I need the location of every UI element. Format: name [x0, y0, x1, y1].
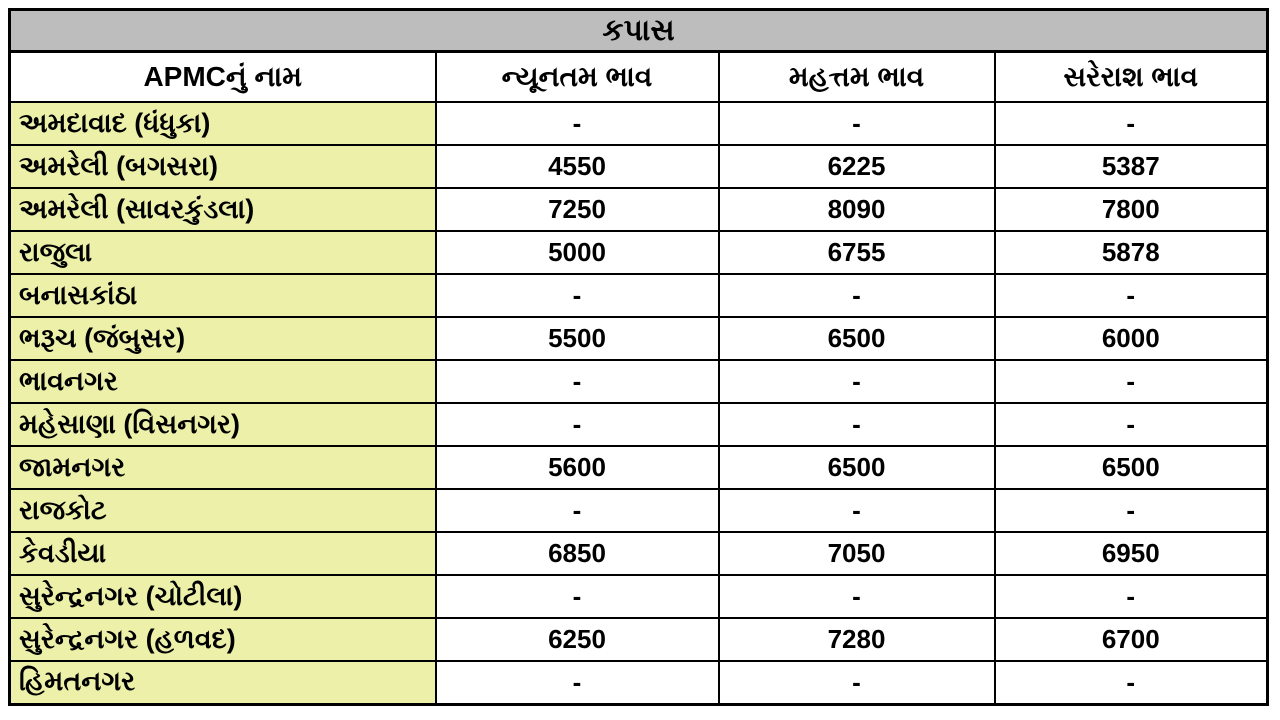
min-price-cell: - [436, 274, 719, 317]
apmc-name-cell: જામનગર [10, 446, 436, 489]
max-price-cell: - [719, 274, 995, 317]
min-price-cell: - [436, 360, 719, 403]
table-row [10, 618, 1268, 661]
max-price-cell: 6225 [719, 145, 995, 188]
min-price-cell: 6850 [436, 532, 719, 575]
min-price-cell: 5500 [436, 317, 719, 360]
avg-price-cell: 6700 [995, 618, 1268, 661]
table-row [10, 360, 1268, 403]
min-price-cell: - [436, 661, 719, 704]
table-row [10, 575, 1268, 618]
avg-price-cell: 6950 [995, 532, 1268, 575]
apmc-name-cell: અમરેલી (બગસરા) [10, 145, 436, 188]
apmc-name-cell: રાજુલા [10, 231, 436, 274]
apmc-name-cell: મહેસાણા (વિસનગર) [10, 403, 436, 446]
max-price-cell: 6755 [719, 231, 995, 274]
column-header-apmc-name: APMCનું નામ [10, 52, 436, 103]
apmc-name-cell: કેવડીયા [10, 532, 436, 575]
max-price-cell: - [719, 360, 995, 403]
avg-price-cell: - [995, 661, 1268, 704]
apmc-price-table [8, 8, 1269, 706]
apmc-name-cell: ભરૂચ (જંબુસર) [10, 317, 436, 360]
table-row [10, 145, 1268, 188]
table-row [10, 102, 1268, 145]
max-price-cell: - [719, 661, 995, 704]
apmc-name-cell: બનાસકાંઠા [10, 274, 436, 317]
max-price-cell: 6500 [719, 317, 995, 360]
min-price-cell: - [436, 102, 719, 145]
min-price-cell: 4550 [436, 145, 719, 188]
apmc-name-cell: હિમતનગર [10, 661, 436, 704]
avg-price-cell: - [995, 575, 1268, 618]
table-row [10, 317, 1268, 360]
apmc-name-cell: અમરેલી (સાવરકુંડલા) [10, 188, 436, 231]
avg-price-cell: 5387 [995, 145, 1268, 188]
max-price-cell: - [719, 489, 995, 532]
table-row [10, 446, 1268, 489]
min-price-cell: - [436, 403, 719, 446]
avg-price-cell: 7800 [995, 188, 1268, 231]
table-row [10, 489, 1268, 532]
apmc-name-cell: સુરેન્દ્રનગર (હળવદ) [10, 618, 436, 661]
table-row [10, 274, 1268, 317]
min-price-cell: 7250 [436, 188, 719, 231]
column-header-max-price: મહત્તમ ભાવ [719, 52, 995, 103]
max-price-cell: 7050 [719, 532, 995, 575]
table-row [10, 403, 1268, 446]
table-body [10, 102, 1268, 704]
column-header-avg-price: સરેરાશ ભાવ [995, 52, 1268, 103]
avg-price-cell: 6000 [995, 317, 1268, 360]
max-price-cell: 7280 [719, 618, 995, 661]
apmc-name-cell: રાજકોટ [10, 489, 436, 532]
avg-price-cell: 5878 [995, 231, 1268, 274]
max-price-cell: - [719, 575, 995, 618]
avg-price-cell: - [995, 489, 1268, 532]
max-price-cell: 8090 [719, 188, 995, 231]
min-price-cell: - [436, 489, 719, 532]
max-price-cell: - [719, 403, 995, 446]
avg-price-cell: - [995, 274, 1268, 317]
min-price-cell: 5000 [436, 231, 719, 274]
max-price-cell: 6500 [719, 446, 995, 489]
table-row [10, 532, 1268, 575]
max-price-cell: - [719, 102, 995, 145]
column-header-min-price: ન્યૂનતમ ભાવ [436, 52, 719, 103]
min-price-cell: 5600 [436, 446, 719, 489]
table-row [10, 231, 1268, 274]
avg-price-cell: 6500 [995, 446, 1268, 489]
table-row [10, 661, 1268, 704]
table-row [10, 188, 1268, 231]
min-price-cell: - [436, 575, 719, 618]
avg-price-cell: - [995, 360, 1268, 403]
avg-price-cell: - [995, 403, 1268, 446]
apmc-name-cell: અમદાવાદ (ધંધુકા) [10, 102, 436, 145]
table-title: કપાસ [10, 10, 1268, 52]
apmc-name-cell: સુરેન્દ્રનગર (ચોટીલા) [10, 575, 436, 618]
min-price-cell: 6250 [436, 618, 719, 661]
title-row [10, 10, 1268, 52]
apmc-name-cell: ભાવનગર [10, 360, 436, 403]
header-row [10, 52, 1268, 103]
avg-price-cell: - [995, 102, 1268, 145]
